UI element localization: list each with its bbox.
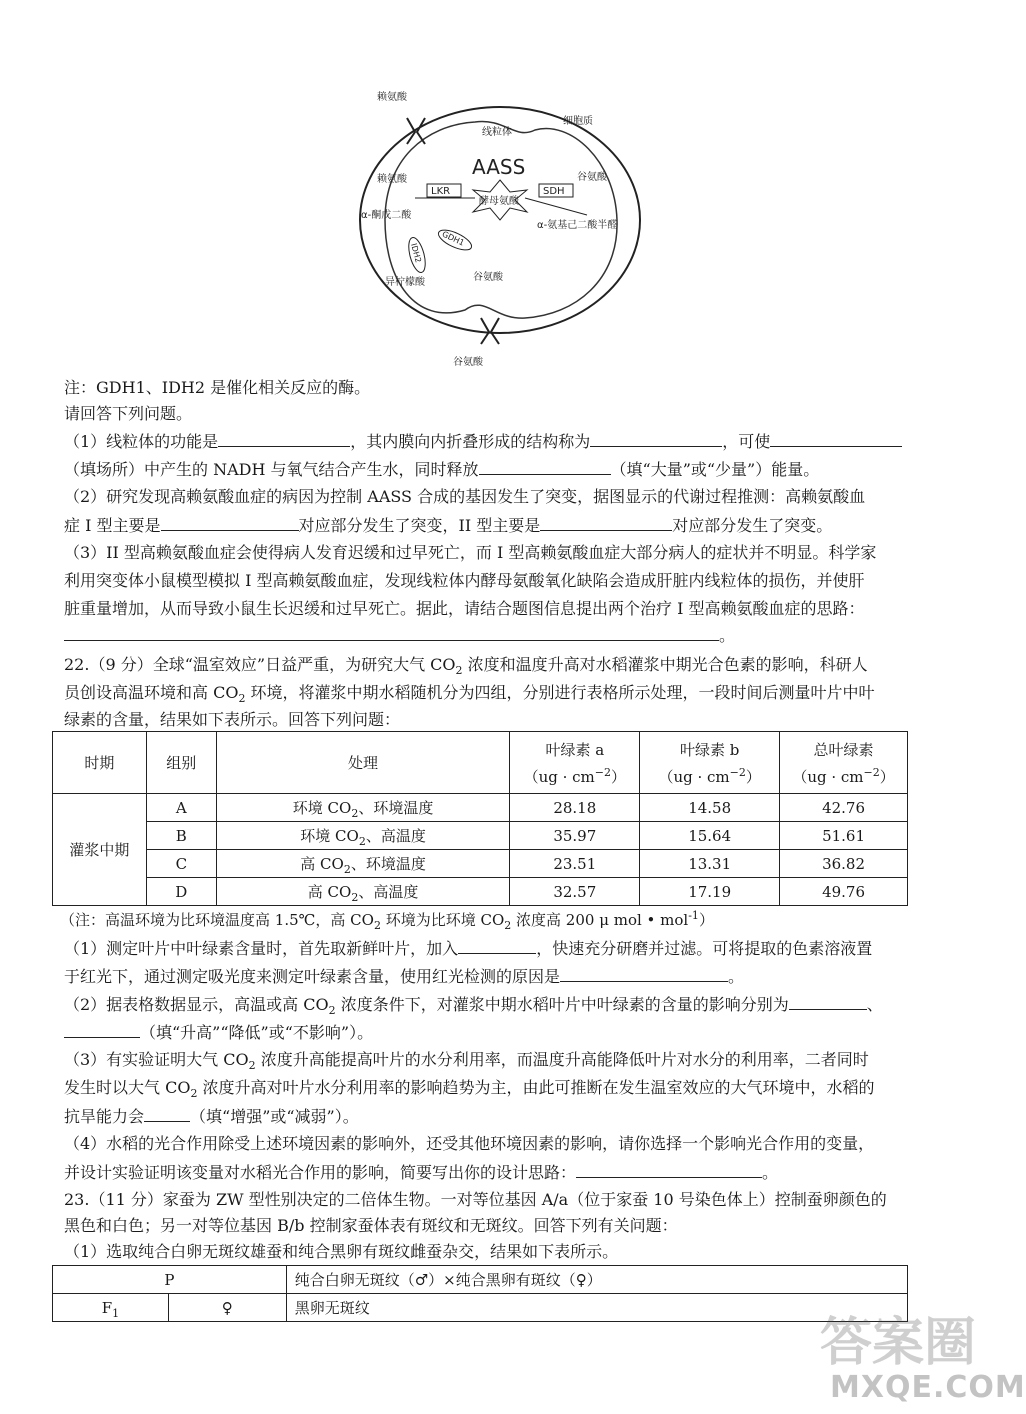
watermark-site: MXQE.COM bbox=[830, 1370, 1026, 1405]
cell-chl-a: 35.97 bbox=[510, 822, 640, 850]
label-sdh: SDH bbox=[543, 186, 565, 197]
answer-blank[interactable] bbox=[576, 1161, 762, 1178]
q21-1-line1: （1）线粒体的功能是 ，其内膜向内折叠形成的结构称为 ，可使 bbox=[64, 430, 902, 453]
q21-1-line2: （填场所）中产生的 NADH 与氧气结合产生水，同时释放 （填“大量”或“少量”）能量。 bbox=[64, 460, 820, 479]
answer-blank[interactable] bbox=[161, 514, 299, 531]
cell-p: P bbox=[53, 1266, 287, 1294]
cell-chl-a: 32.57 bbox=[510, 878, 640, 906]
cell-treatment: 环境 $CO_2$、环境温度 bbox=[216, 794, 510, 822]
header-chl-total: 总叶绿素 $(ug \cdot cm^{-2})$ bbox=[780, 732, 908, 794]
header-chl-b: 叶绿素 b $(ug \cdot cm^{-2})$ bbox=[640, 732, 780, 794]
arrow-saccharopine-aad bbox=[525, 198, 587, 215]
q21-3-line1: （3）II 型高赖氨酸血症会使得病人发育迟缓和过早死亡，而 I 型高赖氨酸血症大部分病人的症状并不明显。科学家 bbox=[64, 543, 877, 562]
transporter-bottom-icon bbox=[481, 318, 499, 344]
cell-group: B bbox=[146, 822, 216, 850]
table-row bbox=[53, 878, 908, 906]
label-saccharopine: 酵母氨酸 bbox=[479, 196, 519, 207]
label-akg: α-酮戊二酸 bbox=[361, 210, 412, 221]
cell-chl-total: 36.82 bbox=[780, 850, 908, 878]
answer-blank[interactable] bbox=[144, 1105, 190, 1122]
q22-2-line1: （2）据表格数据显示，高温或高 $CO_2$ 浓度条件下，对灌浆中期水稻叶片中叶绿素的含量的影响分别为 、 bbox=[64, 995, 883, 1018]
q21-3-line4: 。 bbox=[64, 624, 735, 647]
cell-chl-b: 17.19 bbox=[640, 878, 780, 906]
cell-period: 灌浆中期 bbox=[53, 794, 147, 906]
label-idh2: IDH2 bbox=[409, 242, 423, 264]
q22-3-line3: 抗旱能力会 （填“增强”或“减弱”）。 bbox=[64, 1107, 359, 1126]
q21-2-line2: 症 I 型主要是 对应部分发生了突变，II 型主要是 对应部分发生了突变。 bbox=[64, 516, 833, 535]
header-treatment: 处理 bbox=[216, 732, 510, 794]
header-period: 时期 bbox=[53, 732, 147, 794]
cell-chl-b: 15.64 bbox=[640, 822, 780, 850]
q22-1-line1: （1）测定叶片中叶绿素含量时，首先取新鲜叶片，加入 ，快速充分研磨并过滤。可将提取的色素溶液置 bbox=[64, 939, 873, 958]
answer-blank[interactable] bbox=[590, 430, 722, 447]
label-lys-outside: 赖氨酸 bbox=[377, 92, 407, 103]
q23-line3: （1）选取纯合白卵无斑纹雄蚕和纯合黑卵有斑纹雌蚕杂交，结果如下表所示。 bbox=[64, 1242, 619, 1261]
cell-chl-total: 49.76 bbox=[780, 878, 908, 906]
q23-line2: 黑色和白色；另一对等位基因 B/b 控制家蚕体表有斑纹和无斑纹。回答下列有关问题： bbox=[64, 1216, 678, 1235]
q21-3-line2: 利用突变体小鼠模型模拟 I 型高赖氨酸血症，发现线粒体内酵母氨酸氧化缺陷会造成肝脏内线粒体的损伤，并使肝 bbox=[64, 571, 865, 590]
answer-blank[interactable] bbox=[218, 430, 350, 447]
label-isocitrate: 异柠檬酸 bbox=[385, 277, 425, 288]
cell-group: A bbox=[146, 794, 216, 822]
chlorophyll-table bbox=[52, 731, 908, 906]
q22-3-line2: 发生时以大气 $CO_2$ 浓度升高对叶片水分利用率的影响趋势为主，由此可推断在发生温室效应的大气环境中，水稻的 bbox=[64, 1078, 875, 1101]
answer-blank[interactable] bbox=[64, 624, 719, 641]
cell-chl-total: 51.61 bbox=[780, 822, 908, 850]
q22-2-line2: （填“升高”“降低”或“不影响”）。 bbox=[64, 1021, 373, 1044]
q22-4-line2: 并设计实验证明该变量对水稻光合作用的影响，简要写出你的设计思路： 。 bbox=[64, 1163, 779, 1182]
label-aminoadipic: α-氨基己二酸半醛 bbox=[537, 220, 618, 231]
cell-chl-b: 13.31 bbox=[640, 850, 780, 878]
cell-group: C bbox=[146, 850, 216, 878]
label-lys-inside: 赖氨酸 bbox=[377, 174, 407, 185]
cell-treatment: 高 $CO_2$、高温度 bbox=[216, 878, 510, 906]
cell-chl-b: 14.58 bbox=[640, 794, 780, 822]
cell-chl-a: 23.51 bbox=[510, 850, 640, 878]
cell-chl-a: 28.18 bbox=[510, 794, 640, 822]
mitochondria-diagram bbox=[355, 80, 645, 370]
table-row bbox=[53, 822, 908, 850]
q22-line1: 22.（9 分）全球“温室效应”日益严重，为研究大气 $CO_2$ 浓度和温度升高对水稻灌浆中期光合色素的影响，科研人 bbox=[64, 655, 868, 678]
cell-group: D bbox=[146, 878, 216, 906]
label-mito: 线粒体 bbox=[482, 127, 512, 138]
label-cytoplasm: 细胞质 bbox=[563, 116, 593, 127]
q22-1-line2: 于红光下，通过测定吸光度来测定叶绿素含量，使用红光检测的原因是 。 bbox=[64, 967, 745, 986]
cell-f1-result: 黑卵无斑纹 bbox=[286, 1294, 907, 1322]
q22-line3: 绿素的含量，结果如下表所示。回答下列问题： bbox=[64, 710, 401, 729]
cell-f1: $F_1$ bbox=[53, 1294, 169, 1322]
header-group: 组别 bbox=[146, 732, 216, 794]
cell-female: ♀ bbox=[168, 1294, 286, 1322]
answer-blank[interactable] bbox=[560, 965, 728, 982]
label-glu-inside: 谷氨酸 bbox=[473, 272, 503, 283]
answer-blank[interactable] bbox=[479, 458, 611, 475]
answer-blank[interactable] bbox=[64, 1021, 140, 1038]
label-gdh1: GDH1 bbox=[440, 229, 466, 248]
q22-4-line1: （4）水稻的光合作用除受上述环境因素的影响外，还受其他环境因素的影响，请你选择一个影响光合作用的变量， bbox=[64, 1134, 875, 1153]
label-glu-outside: 谷氨酸 bbox=[453, 357, 483, 368]
q23-line1: 23.（11 分）家蚕为 ZW 型性别决定的二倍体生物。一对等位基因 A/a（位于家蚕 10 号染色体上）控制蚕卵颜色的 bbox=[64, 1190, 887, 1209]
q21-3-line3: 脏重量增加，从而导致小鼠生长迟缓和过早死亡。据此，请结合题图信息提出两个治疗 I 型高赖氨酸血症的思路： bbox=[64, 599, 865, 618]
cell-cross: 纯合白卵无斑纹（♂）×纯合黑卵有斑纹（♀） bbox=[286, 1266, 907, 1294]
answer-blank[interactable] bbox=[789, 993, 867, 1010]
table-row bbox=[53, 1294, 908, 1322]
table-note: （注：高温环境为比环境温度高 1.5℃，高 $CO_2$ 环境为比环境 $CO_2$ 浓度高 200 μ mol • mol$^{-1}$） bbox=[60, 909, 714, 932]
label-lkr: LKR bbox=[431, 186, 451, 197]
silkworm-cross-table bbox=[52, 1265, 908, 1322]
transporter-top-icon bbox=[407, 118, 425, 144]
cell-treatment: 高 $CO_2$、环境温度 bbox=[216, 850, 510, 878]
cell-treatment: 环境 $CO_2$、高温度 bbox=[216, 822, 510, 850]
cell-chl-total: 42.76 bbox=[780, 794, 908, 822]
watermark-logo: 答案圈 bbox=[820, 1313, 977, 1373]
label-glu-top: 谷氨酸 bbox=[577, 172, 607, 183]
answer-blank[interactable] bbox=[458, 937, 536, 954]
note-enzymes: 注：GDH1、IDH2 是催化相关反应的酶。 bbox=[64, 378, 371, 397]
table-row bbox=[53, 1266, 908, 1294]
q22-line2: 员创设高温环境和高 $CO_2$ 环境，将灌浆中期水稻随机分为四组，分别进行表格所示处理，一段时间后测量叶片中叶 bbox=[64, 683, 875, 706]
table-row bbox=[53, 794, 908, 822]
ask-line: 请回答下列问题。 bbox=[64, 404, 193, 423]
answer-blank[interactable] bbox=[540, 514, 672, 531]
q22-3-line1: （3）有实验证明大气 $CO_2$ 浓度升高能提高叶片的水分利用率，而温度升高能降低叶片对水分的利用率，二者同时 bbox=[64, 1050, 869, 1073]
label-aass: AASS bbox=[472, 155, 526, 179]
answer-blank[interactable] bbox=[770, 430, 902, 447]
header-chl-a: 叶绿素 a $(ug \cdot cm^{-2})$ bbox=[510, 732, 640, 794]
table-row bbox=[53, 850, 908, 878]
q21-2-line1: （2）研究发现高赖氨酸血症的病因为控制 AASS 合成的基因发生了突变，据图显示的代谢过程推测：高赖氨酸血 bbox=[64, 487, 866, 506]
